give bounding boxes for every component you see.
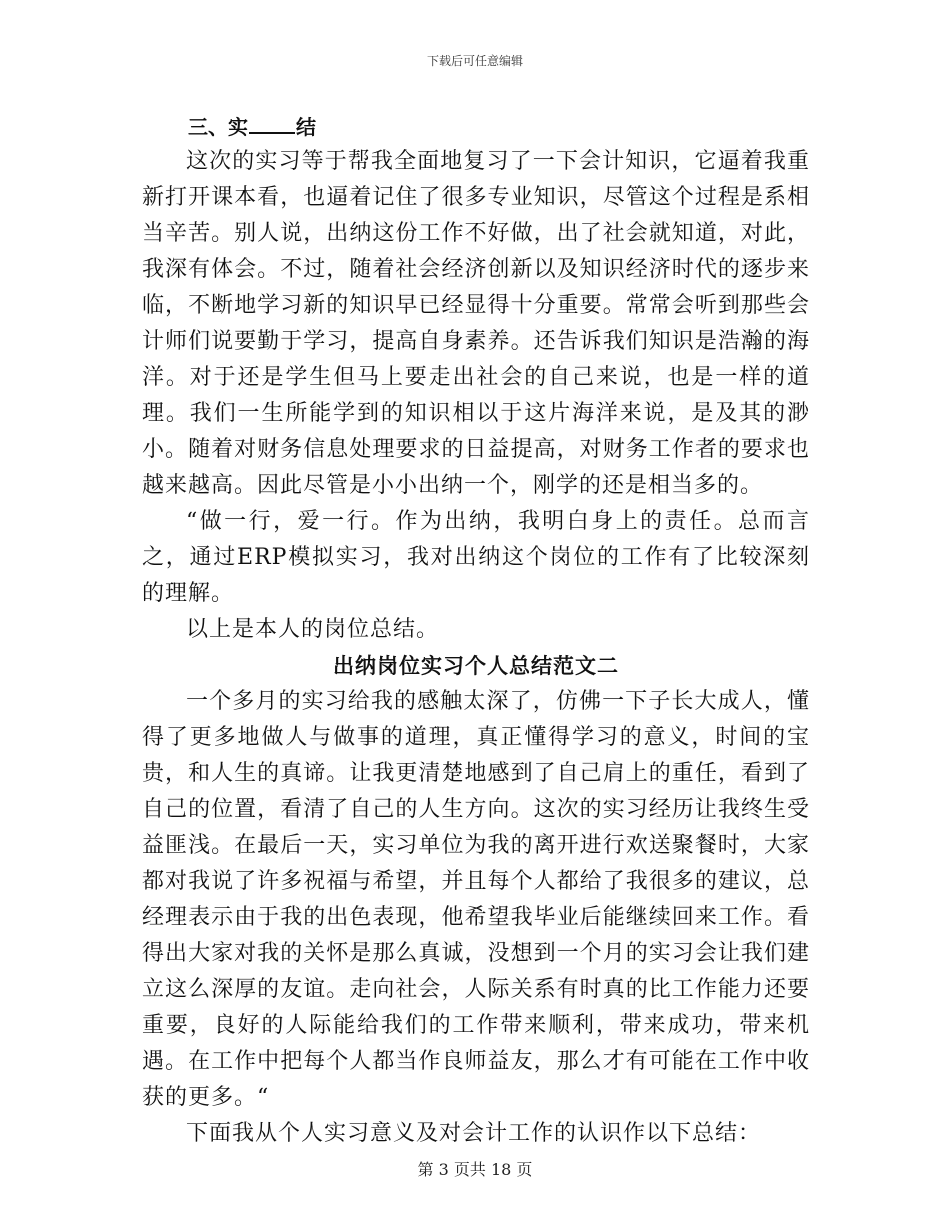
heading-blank-underline [249,114,295,134]
section-heading-prefix: 三、实 [188,115,248,139]
paragraph: 下面我从个人实习意义及对会计工作的认识作以下总结： [186,1121,762,1146]
page-header: 下载后可任意编辑 [426,54,523,68]
document-body [142,110,810,1152]
page-footer: 第 3 页共 18 页 [417,1160,533,1179]
section-heading [142,110,810,144]
paragraph: 一个多月的实习给我的感触太深了，仿佛一下子长大成人，懂得了更多地做人与做事的道理，真正懂得学习的意义，时间的宝贵，和人生的真谛。让我更清楚地感到了自己肩上的重任，看到了自己的位置，看清了自己的人生方向。这次的实习经历让我终生受益匪浅。在最后一天，实习单位为我的离开进行欢送聚餐时，大家都对我说了许多祝福与希望，并且每个人都给了我很多的建议，总经理表示由于我的出色表现，他希望我毕业后能继续回来工作。看得出大家对我的关怀是那么真诚，没想到一个月的实习会让我们建立这么深厚的友谊。走向社会，人际关系有时真的比工作能力还要重要，良好的人际能给我们的工作带来顺利，带来成功，带来机遇。在工作中把每个人都当作良师益友，那么才有可能在工作中收获的更多。“ [142,689,810,1110]
section-heading-suffix: 结 [296,115,316,139]
paragraph: 这次的实习等于帮我全面地复习了一下会计知识，它逼着我重新打开课本看，也逼着记住了很多专业知识，尽管这个过程是系相当辛苦。别人说，出纳这份工作不好做，出了社会就知道，对此，我深有体会。不过，随着社会经济创新以及知识经济时代的逐步来临，不断地学习新的知识早已经显得十分重要。常常会听到那些会计师们说要勤于学习，提高自身素养。还告诉我们知识是浩瀚的海洋。对于还是学生但马上要走出社会的自己来说，也是一样的道理。我们一生所能学到的知识相以于这片海洋来说，是及其的渺小。随着对财务信息处理要求的日益提高，对财务工作者的要求也越来越高。因此尽管是小小出纳一个，刚学的还是相当多的。 [142,149,810,498]
paragraph: 以上是本人的岗位总结。 [186,617,440,642]
paragraph: “做一行，爱一行。作为出纳，我明白身上的责任。总而言之，通过ERP模拟实习，我对出纳这个岗位的工作有了比较深刻的理解。 [142,509,810,606]
article-title: 出纳岗位实习个人总结范文二 [333,653,619,678]
